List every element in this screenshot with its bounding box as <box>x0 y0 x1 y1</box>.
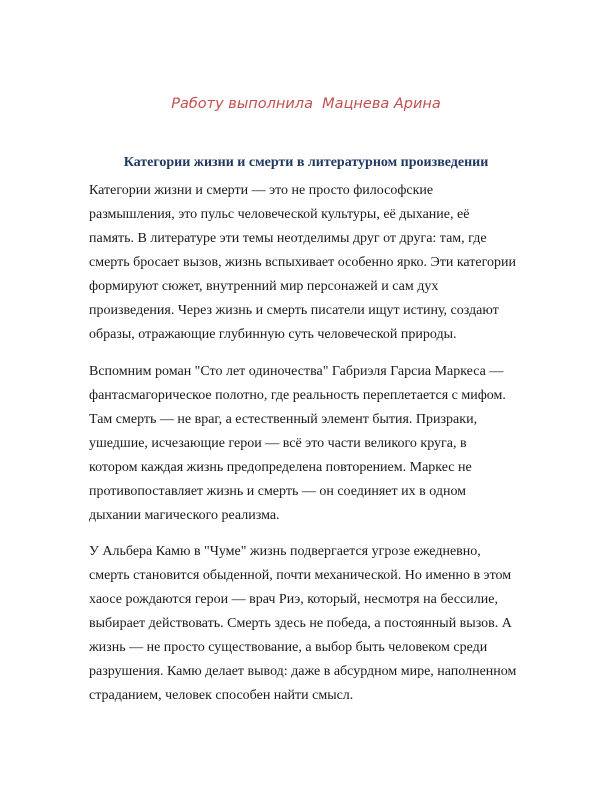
author-line: Работу выполнила Мацнева Арина <box>171 96 441 112</box>
paragraph-line: выбирает действовать. Смерть здесь не победа, а постоянный вызов. А <box>89 616 512 631</box>
paragraph-line: память. В литературе эти темы неотделимы друг от друга: там, где <box>89 231 487 246</box>
paragraph-line: У Альбера Камю в "Чуме" жизнь подвергается угрозе ежедневно, <box>89 544 481 559</box>
paragraph-line: смерть становится обыденной, почти механической. Но именно в этом <box>89 568 512 583</box>
paragraph-line: ушедшие, исчезающие герои — всё это части великого круга, в <box>89 436 467 451</box>
paragraph-line: противопоставляет жизнь и смерть — он соединяет их в одном <box>89 484 467 499</box>
paragraph-line: дыхании магического реализма. <box>89 508 280 523</box>
paragraph-line: произведения. Через жизнь и смерть писатели ищут истину, создают <box>89 303 499 318</box>
paragraph-line: фантасмагорическое полотно, где реальность переплетается с мифом. <box>89 388 506 403</box>
paragraph-line: хаосе рождаются герои — врач Риэ, который, несмотря на бессилие, <box>89 592 498 607</box>
paragraph-line: образы, отражающие глубинную суть человеческой природы. <box>89 327 457 342</box>
paragraph-line: Категории жизни и смерти — это не просто философские <box>89 183 434 198</box>
document-title: Категории жизни и смерти в литературном произведении <box>123 155 489 170</box>
paragraph-line: смерть бросает вызов, жизнь вспыхивает особенно ярко. Эти категории <box>89 255 516 270</box>
paragraph-line: страданием, человек способен найти смысл. <box>89 688 354 703</box>
paragraph-line: котором каждая жизнь предопределена повторением. Маркес не <box>89 460 472 475</box>
paragraph-line: жизнь — не просто существование, а выбор быть человеком среди <box>89 640 488 655</box>
paragraph-line: Вспомним роман "Сто лет одиночества" Габриэля Гарсиа Маркеса — <box>89 364 504 379</box>
paragraph-line: размышления, это пульс человеческой культуры, её дыхание, её <box>89 207 470 222</box>
paragraph-line: разрушения. Камю делает вывод: даже в абсурдном мире, наполненном <box>89 664 517 679</box>
paragraph-line: формируют сюжет, внутренний мир персонажей и сам дух <box>89 279 439 294</box>
paragraph-line: Там смерть — не враг, а естественный элемент бытия. Призраки, <box>89 412 478 427</box>
